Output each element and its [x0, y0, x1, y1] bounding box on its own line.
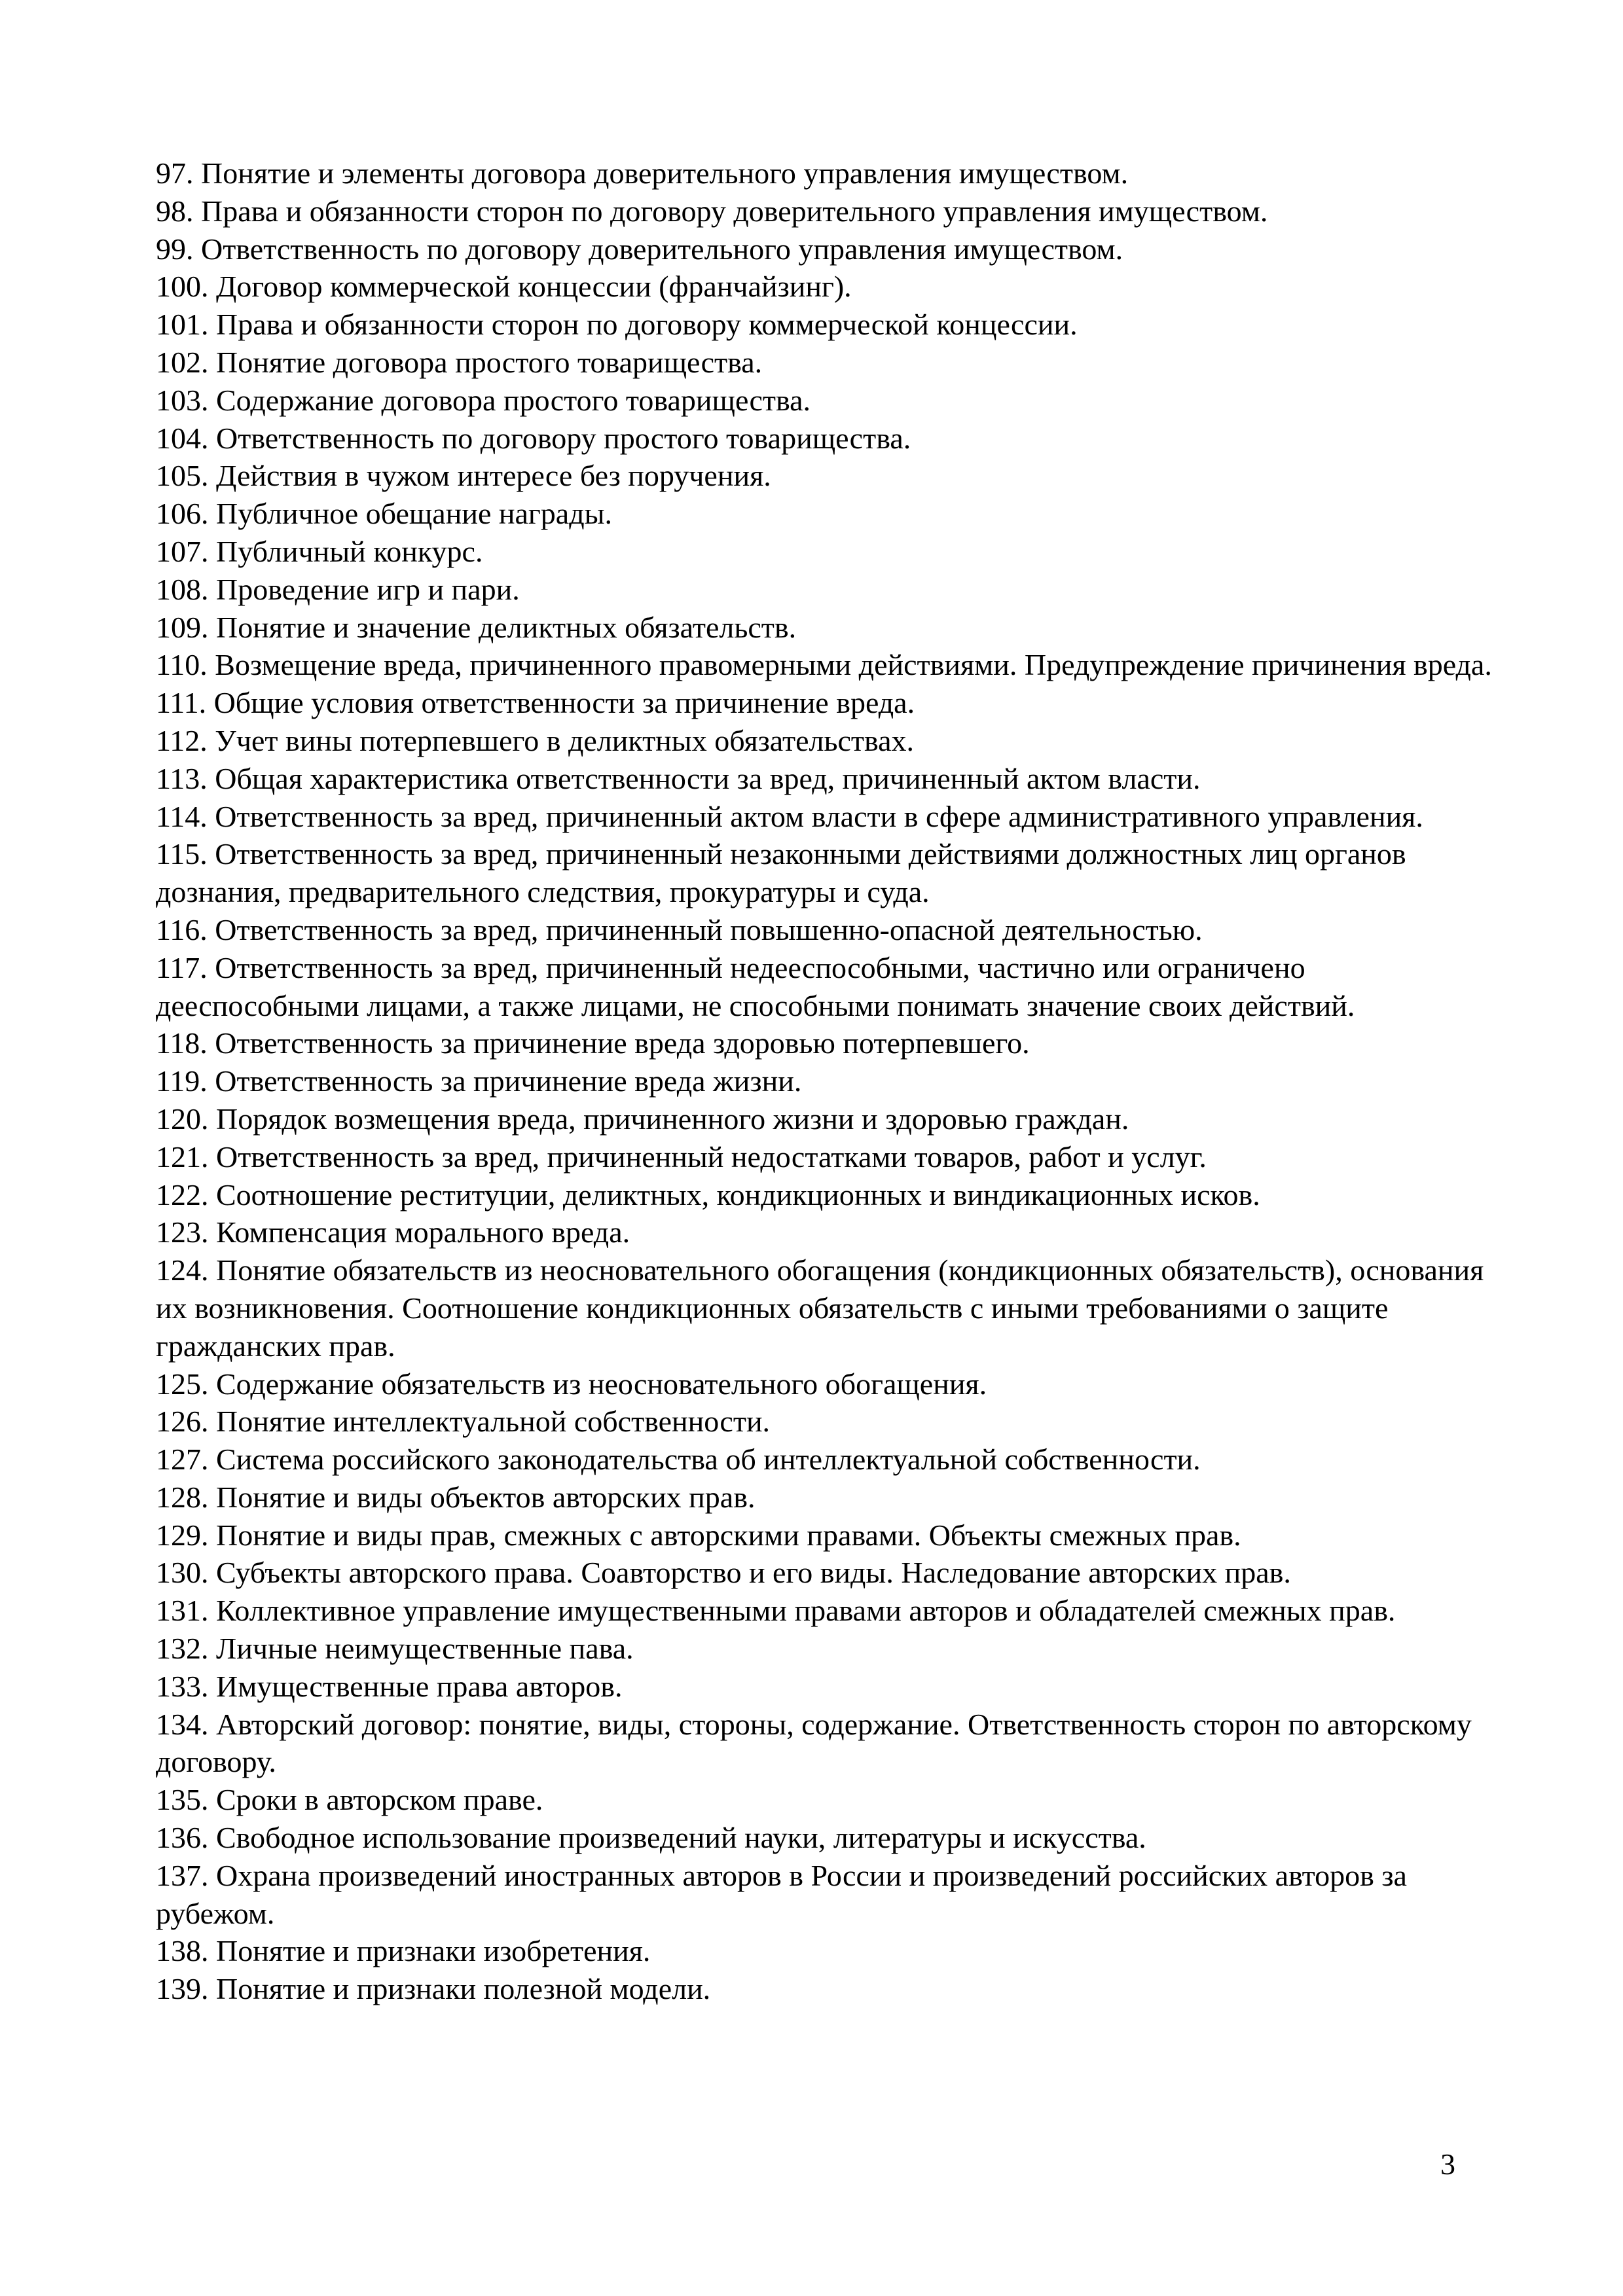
- list-item: 131. Коллективное управление имущественными правами авторов и обладателей смежных прав.: [156, 1594, 1396, 1628]
- list-item: 100. Договор коммерческой концессии (франчайзинг).: [156, 270, 852, 304]
- list-item: 134. Авторский договор: понятие, виды, стороны, содержание. Ответственность сторон по авторскому договору.: [156, 1707, 1472, 1779]
- list-item: 122. Соотношение реституции, деликтных, кондикционных и виндикационных исков.: [156, 1177, 1260, 1211]
- list-item: 105. Действия в чужом интересе без поручения.: [156, 459, 771, 493]
- list-item: 130. Субъекты авторского права. Соавторство и его виды. Наследование авторских прав.: [156, 1556, 1291, 1590]
- list-item: 98. Права и обязанности сторон по договору доверительного управления имуществом.: [156, 194, 1268, 228]
- list-item: 137. Охрана произведений иностранных авторов в России и произведений российских авторов за рубежом.: [156, 1858, 1407, 1930]
- list-item: 102. Понятие договора простого товарищества.: [156, 345, 763, 379]
- list-item: 124. Понятие обязательств из неосновательного обогащения (кондикционных обязательств), основания их возникновения. Соотношение кондикционных обязательств с иными требованиями о защите гражданских прав.: [156, 1253, 1484, 1363]
- list-item: 111. Общие условия ответственности за причинение вреда.: [156, 686, 915, 720]
- list-item: 108. Проведение игр и пари.: [156, 572, 520, 606]
- list-item: 116. Ответственность за вред, причиненный повышенно-опасной деятельностью.: [156, 912, 1203, 946]
- list-item: 114. Ответственность за вред, причиненный актом власти в сфере административного управления.: [156, 799, 1423, 833]
- list-item: 110. Возмещение вреда, причиненного правомерными действиями. Предупреждение причинения вреда.: [156, 648, 1492, 682]
- list-item: 103. Содержание договора простого товарищества.: [156, 383, 811, 417]
- list-item: 127. Система российского законодательства об интеллектуальной собственности.: [156, 1443, 1201, 1477]
- list-item: 135. Сроки в авторском праве.: [156, 1783, 543, 1817]
- list-item: 133. Имущественные права авторов.: [156, 1669, 623, 1703]
- list-item: 115. Ответственность за вред, причиненный незаконными действиями должностных лиц органов дознания, предварительного следствия, прокуратуры и суда.: [156, 837, 1406, 909]
- list-item: 117. Ответственность за вред, причиненный недееспособными, частично или ограничено дееспособными лицами, а также лицами, не способными понимать значение своих действий.: [156, 950, 1355, 1022]
- list-item: 121. Ответственность за вред, причиненный недостатками товаров, работ и услуг.: [156, 1139, 1207, 1174]
- list-item: 138. Понятие и признаки изобретения.: [156, 1934, 651, 1968]
- list-item: 113. Общая характеристика ответственности за вред, причиненный актом власти.: [156, 761, 1201, 795]
- question-list: [156, 154, 1498, 2008]
- list-item: 123. Компенсация морального вреда.: [156, 1215, 630, 1249]
- list-item: 125. Содержание обязательств из неосновательного обогащения.: [156, 1367, 987, 1401]
- list-item: 106. Публичное обещание награды.: [156, 497, 613, 531]
- list-item: 109. Понятие и значение деликтных обязательств.: [156, 610, 797, 644]
- list-item: 107. Публичный конкурс.: [156, 534, 483, 568]
- list-item: 120. Порядок возмещения вреда, причиненного жизни и здоровью граждан.: [156, 1102, 1129, 1136]
- list-item: 132. Личные неимущественные пава.: [156, 1632, 634, 1666]
- page-number: 3: [1440, 2147, 1455, 2181]
- list-item: 99. Ответственность по договору доверительного управления имуществом.: [156, 232, 1123, 266]
- list-item: 126. Понятие интеллектуальной собственности.: [156, 1405, 771, 1439]
- list-item: 104. Ответственность по договору простого товарищества.: [156, 421, 911, 455]
- list-item: 129. Понятие и виды прав, смежных с авторскими правами. Объекты смежных прав.: [156, 1518, 1241, 1552]
- list-item: 97. Понятие и элементы договора доверительного управления имуществом.: [156, 156, 1129, 190]
- list-item: 112. Учет вины потерпевшего в деликтных обязательствах.: [156, 723, 915, 757]
- list-item: 118. Ответственность за причинение вреда здоровью потерпевшего.: [156, 1026, 1030, 1060]
- list-item: 128. Понятие и виды объектов авторских прав.: [156, 1480, 756, 1514]
- list-item: 139. Понятие и признаки полезной модели.: [156, 1972, 711, 2006]
- list-item: 136. Свободное использование произведений науки, литературы и искусства.: [156, 1821, 1146, 1855]
- list-item: 119. Ответственность за причинение вреда жизни.: [156, 1064, 802, 1098]
- list-item: 101. Права и обязанности сторон по договору коммерческой концессии.: [156, 308, 1078, 342]
